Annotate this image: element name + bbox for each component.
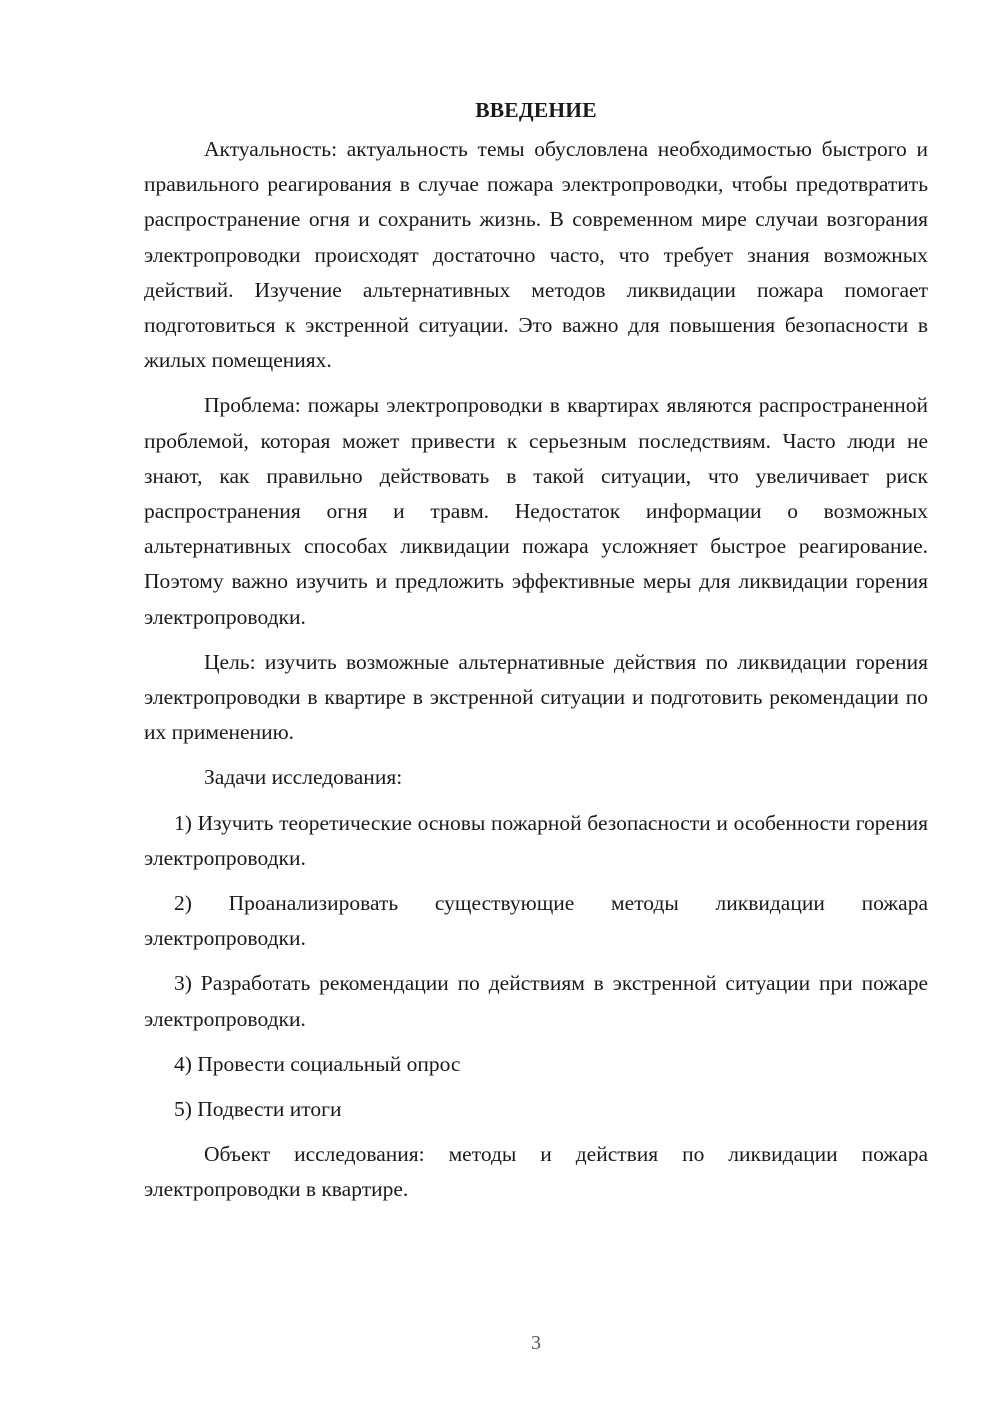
task-item-1: 1) Изучить теоретические основы пожарной безопасности и особенности горения электропроводки. — [144, 810, 928, 870]
problem-paragraph: Проблема: пожары электропроводки в квартирах являются распространенной проблемой, которая может привести к серьезным последствиям. Часто люди не знают, как правильно действовать в такой ситуации, что увеличивает риск распространения огня и травм. Недостаток информации о возможных альтернативных способах ликвидации пожара усложняет быстрое реагирование. Поэтому важно изучить и предложить эффективные меры для ликвидации горения электропроводки. — [144, 393, 928, 629]
object-paragraph: Объект исследования: методы и действия по ликвидации пожара электропроводки в квартире. — [144, 1142, 928, 1202]
task-item-3: 3) Разработать рекомендации по действиям в экстренной ситуации при пожаре электропроводки. — [144, 971, 928, 1031]
goal-paragraph: Цель: изучить возможные альтернативные действия по ликвидации горения электропроводки в квартире в экстренной ситуации и подготовить рекомендации по их применению. — [144, 649, 928, 745]
task-item-5: 5) Подвести итоги — [174, 1097, 342, 1122]
task-item-4: 4) Провести социальный опрос — [174, 1051, 461, 1076]
section-title: ВВЕДЕНИЕ — [475, 98, 597, 122]
page-number: 3 — [531, 1332, 541, 1354]
task-item-2: 2) Проанализировать существующие методы ликвидации пожара электропроводки. — [144, 891, 928, 951]
document-page — [144, 92, 928, 1218]
relevance-paragraph: Актуальность: актуальность темы обусловлена необходимостью быстрого и правильного реагирования в случае пожара электропроводки, чтобы предотвратить распространение огня и сохранить жизнь. В современном мире случаи возгорания электропроводки происходят достаточно часто, что требует знания возможных действий. Изучение альтернативных методов ликвидации пожара помогает подготовиться к экстренной ситуации. Это важно для повышения безопасности в жилых помещениях. — [144, 137, 928, 373]
tasks-heading: Задачи исследования: — [204, 765, 403, 790]
